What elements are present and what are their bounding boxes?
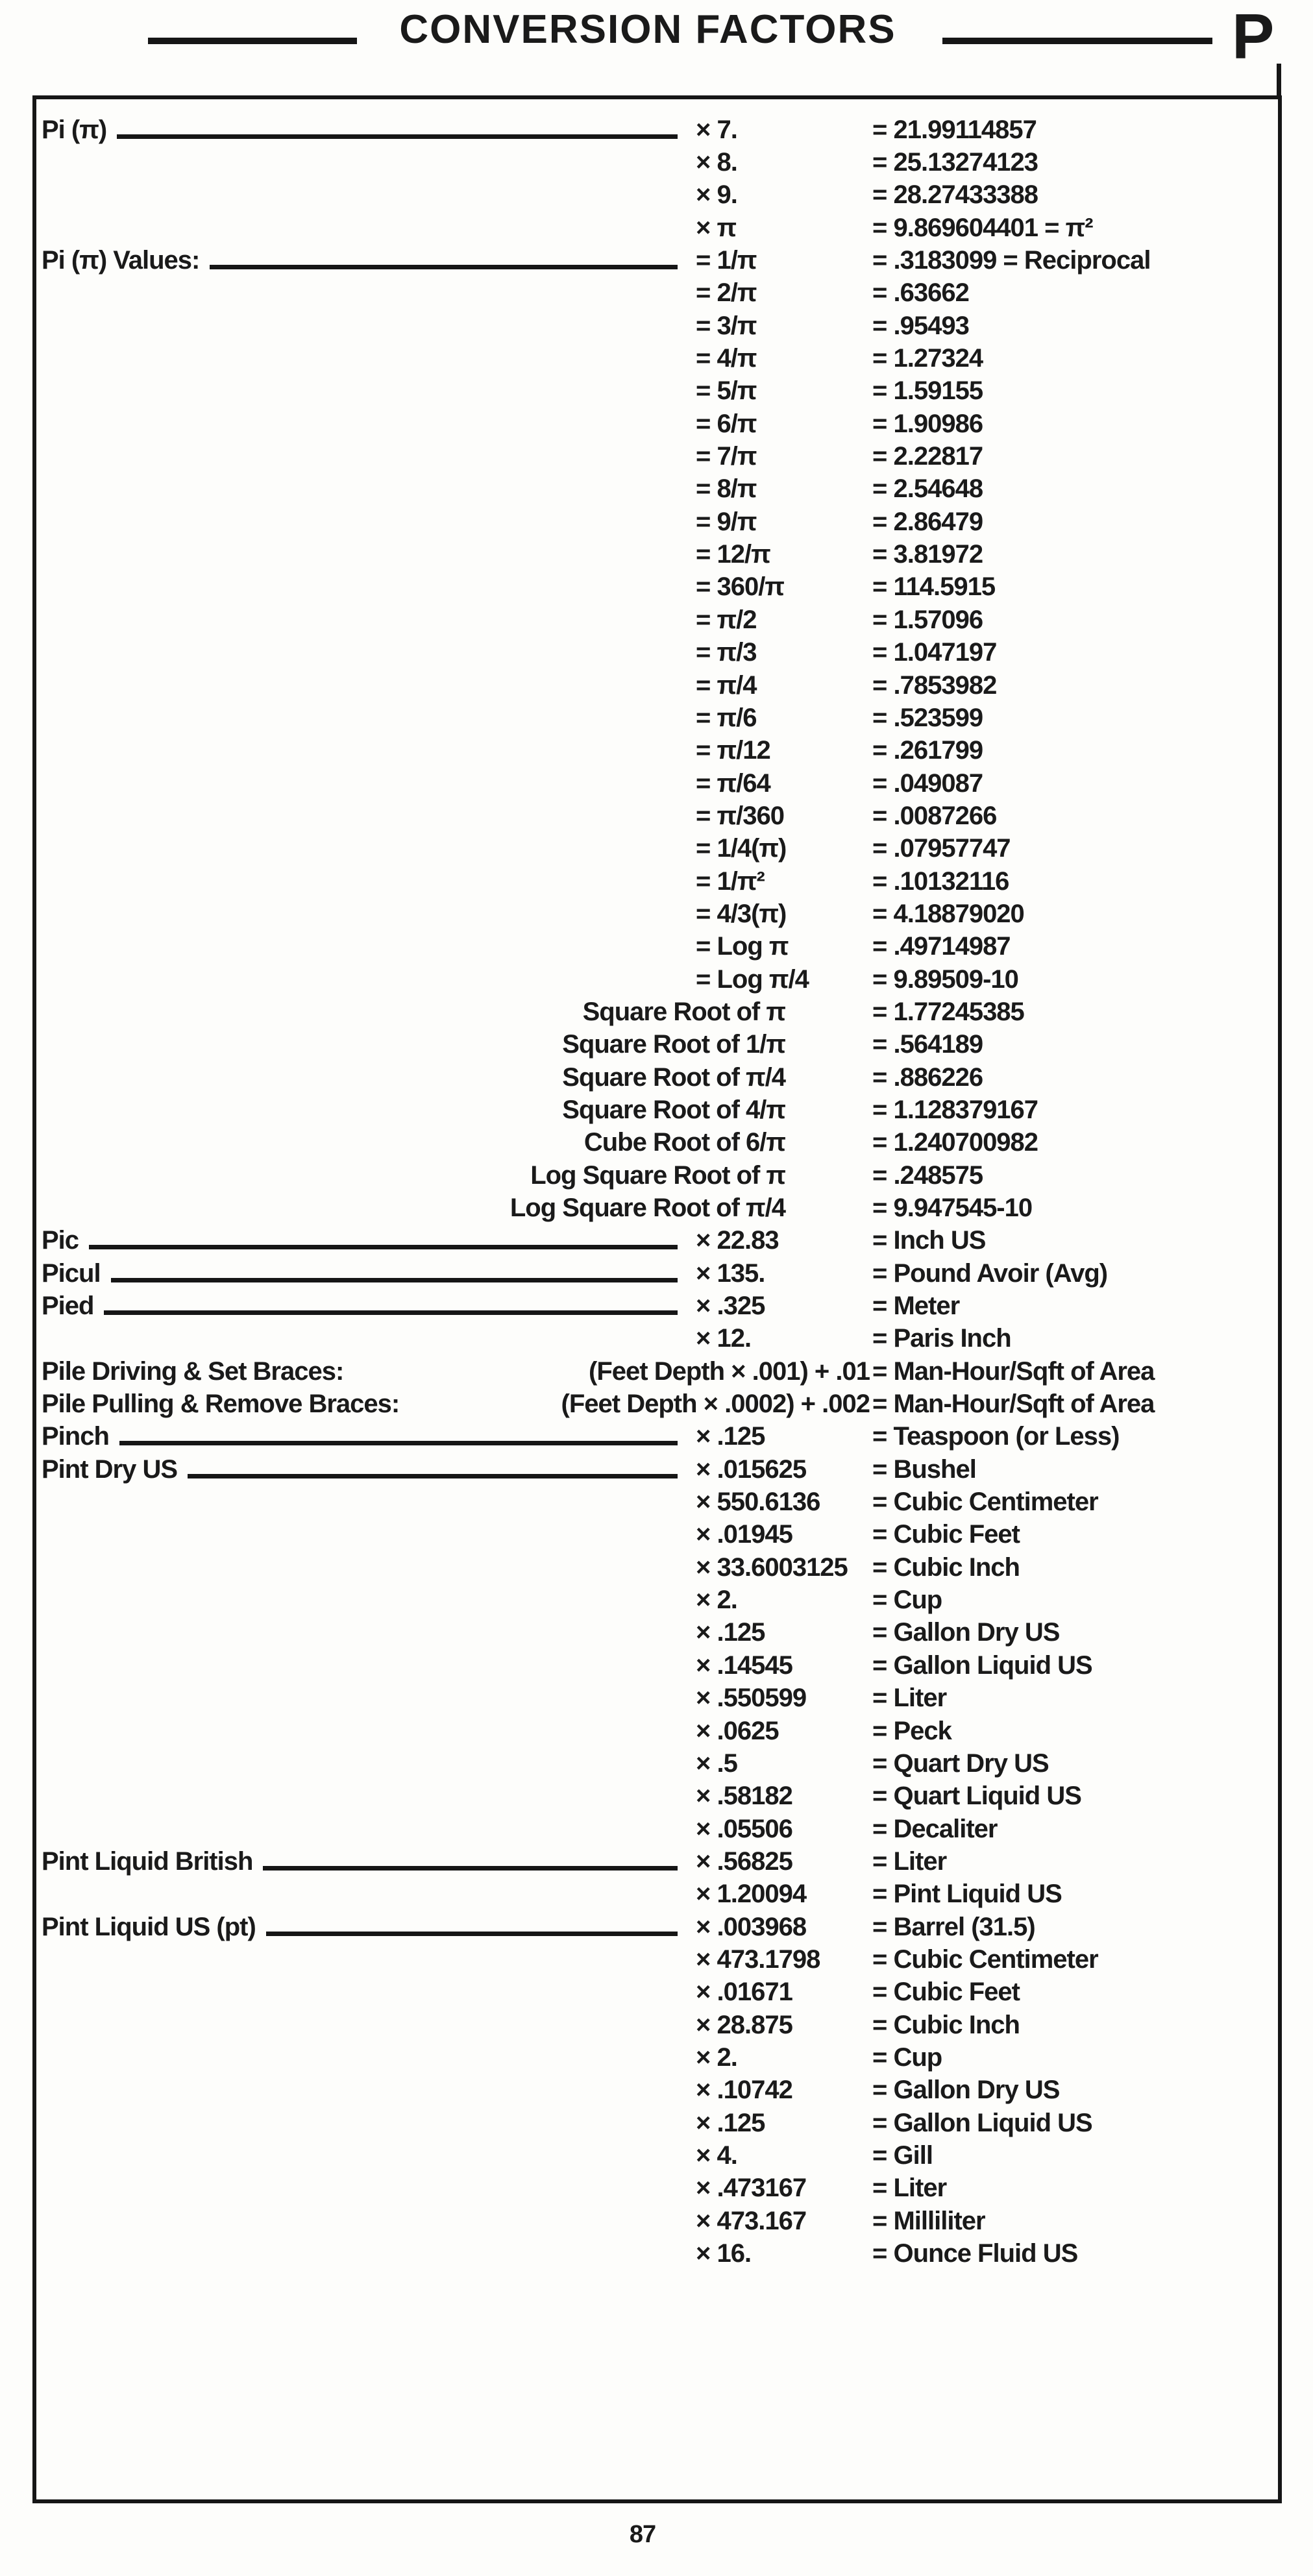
row-label: Pi (π) Values: — [42, 246, 200, 275]
result-value: = Inch US — [872, 1226, 986, 1255]
result-value: = 1.57096 — [872, 605, 983, 634]
multiplier: × .5 — [696, 1748, 737, 1778]
conversion-row — [42, 1323, 1278, 1355]
multiplier: × 473.167 — [696, 2206, 807, 2235]
multiplier: × .125 — [696, 1618, 765, 1647]
multiplier: × 550.6136 — [696, 1488, 820, 1517]
multiplier: × 473.1798 — [696, 1944, 820, 1974]
result-value: = 1.240700982 — [872, 1128, 1038, 1157]
result-value: = 1.90986 — [872, 409, 983, 438]
result-value: = Gallon Liquid US — [872, 1650, 1092, 1680]
conversion-row — [42, 2041, 1278, 2074]
result-value: = Pound Avoir (Avg) — [872, 1258, 1108, 1288]
table-border-box — [32, 95, 1282, 2503]
result-value: = 114.5915 — [872, 572, 996, 602]
multiplier: = 3/π — [696, 311, 757, 340]
result-value: = Gallon Dry US — [872, 2076, 1060, 2105]
result-value: = 25.13274123 — [872, 148, 1038, 177]
leader-line — [89, 1245, 678, 1249]
expression: (Feet Depth × .001) + .01 — [589, 1356, 870, 1386]
multiplier: × .015625 — [696, 1454, 807, 1484]
result-value: = Gill — [872, 2141, 933, 2170]
result-value: = .049087 — [872, 768, 983, 798]
conversion-row — [42, 114, 1278, 146]
multiplier: × π — [696, 213, 737, 242]
conversion-row — [42, 735, 1278, 767]
result-value: = Man-Hour/Sqft of Area — [872, 1356, 1155, 1386]
row-label: Pi (π) — [42, 115, 107, 144]
multiplier: × 33.6003125 — [696, 1552, 848, 1582]
multiplier: = 7/π — [696, 442, 757, 471]
result-value: = 2.86479 — [872, 507, 983, 536]
conversion-row — [42, 1911, 1278, 1943]
conversion-row — [42, 1519, 1278, 1551]
multiplier: = 6/π — [696, 409, 757, 438]
conversion-row — [42, 637, 1278, 669]
multiplier: = π/3 — [696, 638, 757, 667]
page-number: 87 — [629, 2521, 656, 2548]
label-cell — [42, 1847, 681, 1876]
multiplier: × .0625 — [696, 1716, 779, 1745]
conversion-row — [42, 865, 1278, 898]
conversion-row — [42, 1976, 1278, 2009]
expression-cell — [42, 1390, 872, 1419]
conversion-row — [42, 1421, 1278, 1453]
multiplier: = Log π — [696, 932, 789, 961]
page-title: CONVERSION FACTORS — [399, 7, 896, 52]
conversion-row — [42, 1682, 1278, 1715]
result-value: = Meter — [872, 1292, 960, 1321]
conversion-row — [42, 179, 1278, 212]
multiplier: = 360/π — [696, 572, 784, 602]
result-value: = 9.869604401 = π² — [872, 213, 1093, 242]
result-value: = .248575 — [872, 1160, 983, 1190]
multiplier: = 12/π — [696, 540, 770, 569]
result-value: = Barrel (31.5) — [872, 1912, 1035, 1941]
row-label: Picul — [42, 1258, 101, 1288]
conversion-row — [42, 604, 1278, 636]
multiplier: × .05506 — [696, 1814, 792, 1843]
conversion-row — [42, 571, 1278, 604]
conversion-row — [42, 1159, 1278, 1192]
multiplier: × .01945 — [696, 1520, 792, 1549]
conversion-row — [42, 1878, 1278, 1911]
result-value: = Cup — [872, 2042, 942, 2072]
conversion-row — [42, 408, 1278, 440]
multiplier: × 135. — [696, 1258, 765, 1288]
result-value: = .523599 — [872, 703, 983, 732]
result-value: = .95493 — [872, 311, 969, 340]
result-value: = 1.047197 — [872, 638, 997, 667]
result-value: = Milliliter — [872, 2206, 985, 2235]
leader-line — [119, 1441, 678, 1445]
conversion-row — [42, 2107, 1278, 2139]
conversion-row — [42, 1290, 1278, 1322]
multiplier: = 1/π — [696, 246, 757, 275]
result-value: = 9.89509-10 — [872, 964, 1018, 994]
multiplier: × 8. — [696, 148, 737, 177]
conversion-row — [42, 212, 1278, 244]
result-value: = .63662 — [872, 278, 969, 308]
label-cell — [42, 1259, 681, 1288]
multiplier: × 1.20094 — [696, 1880, 807, 1909]
row-label-right: Log Square Root of π/4 — [509, 1194, 785, 1223]
result-value: = Quart Liquid US — [872, 1782, 1081, 1811]
multiplier: × 9. — [696, 180, 737, 210]
result-value: = Decaliter — [872, 1814, 998, 1843]
label-cell — [42, 1913, 681, 1942]
conversion-table — [36, 99, 1278, 2270]
result-value: = Cubic Inch — [872, 2010, 1020, 2039]
label-cell — [42, 246, 681, 275]
conversion-row — [42, 800, 1278, 832]
conversion-row — [42, 669, 1278, 702]
conversion-row — [42, 1225, 1278, 1257]
result-value: = Peck — [872, 1716, 951, 1745]
result-value: = 9.947545-10 — [872, 1194, 1033, 1223]
result-value: = 1.77245385 — [872, 997, 1024, 1026]
multiplier: × .14545 — [696, 1650, 792, 1680]
conversion-row — [42, 2237, 1278, 2270]
conversion-row — [42, 146, 1278, 178]
leader-line — [117, 134, 678, 139]
row-label: Pied — [42, 1292, 94, 1321]
multiplier: = π/12 — [696, 736, 770, 765]
result-value: = Cup — [872, 1586, 942, 1615]
multiplier: = π/6 — [696, 703, 757, 732]
conversion-row — [42, 1453, 1278, 1486]
multiplier: × .325 — [696, 1292, 765, 1321]
multiplier: × .10742 — [696, 2076, 792, 2105]
multiplier: × 2. — [696, 2042, 737, 2072]
result-value: = Gallon Dry US — [872, 1618, 1060, 1647]
multiplier: = π/64 — [696, 768, 770, 798]
conversion-row — [42, 996, 1278, 1028]
conversion-row — [42, 473, 1278, 506]
label-cell — [42, 1226, 681, 1255]
result-value: = Liter — [872, 2174, 947, 2203]
multiplier: × 2. — [696, 1586, 737, 1615]
multiplier: = 9/π — [696, 507, 757, 536]
multiplier: = 8/π — [696, 474, 757, 504]
conversion-row — [42, 2009, 1278, 2041]
conversion-row — [42, 1551, 1278, 1584]
multiplier: × .01671 — [696, 1978, 792, 2007]
result-value: = .07957747 — [872, 834, 1011, 863]
multiplier: = 1/π² — [696, 866, 765, 896]
result-value: = 28.27433388 — [872, 180, 1038, 210]
multiplier: × .56825 — [696, 1846, 792, 1876]
conversion-row — [42, 310, 1278, 342]
result-value: = .0087266 — [872, 801, 997, 830]
conversion-row — [42, 1192, 1278, 1224]
multiplier: = 5/π — [696, 376, 757, 406]
result-value: = 4.18879020 — [872, 899, 1024, 928]
conversion-row — [42, 1780, 1278, 1813]
result-value: = .49714987 — [872, 932, 1011, 961]
conversion-row — [42, 506, 1278, 538]
result-value: = Teaspoon (or Less) — [872, 1422, 1120, 1451]
row-label: Pile Pulling & Remove Braces: — [42, 1390, 400, 1419]
multiplier: × 7. — [696, 115, 737, 144]
conversion-row — [42, 702, 1278, 734]
row-label: Pint Liquid US (pt) — [42, 1912, 256, 1941]
result-value: = .3183099 = Reciprocal — [872, 246, 1151, 275]
result-value: = 21.99114857 — [872, 115, 1037, 144]
conversion-row — [42, 342, 1278, 374]
conversion-row — [42, 244, 1278, 276]
multiplier: × .003968 — [696, 1912, 807, 1941]
multiplier: = π/360 — [696, 801, 784, 830]
row-label-right: Log Square Root of π — [530, 1160, 785, 1190]
multiplier: × .550599 — [696, 1684, 807, 1713]
row-label-right: Cube Root of 6/π — [583, 1128, 785, 1157]
result-value: = Liter — [872, 1846, 947, 1876]
conversion-row — [42, 1094, 1278, 1126]
result-value: = 2.22817 — [872, 442, 983, 471]
label-cell — [42, 1422, 681, 1451]
multiplier: × 28.875 — [696, 2010, 792, 2039]
conversion-row — [42, 1943, 1278, 1976]
expression-cell — [42, 1357, 872, 1386]
conversion-row — [42, 538, 1278, 570]
conversion-row — [42, 1355, 1278, 1388]
conversion-row — [42, 2139, 1278, 2172]
conversion-row — [42, 898, 1278, 930]
conversion-row — [42, 1029, 1278, 1061]
multiplier: × 16. — [696, 2239, 752, 2268]
conversion-row — [42, 1747, 1278, 1780]
row-label-right: Square Root of π/4 — [562, 1062, 785, 1092]
multiplier: = 4/π — [696, 344, 757, 373]
row-label: Pint Liquid British — [42, 1846, 253, 1876]
title-rule-right — [942, 38, 1212, 44]
row-label: Pint Dry US — [42, 1454, 178, 1484]
row-label-right: Square Root of 4/π — [562, 1095, 785, 1124]
multiplier: × .125 — [696, 1422, 765, 1451]
conversion-row — [42, 1061, 1278, 1094]
multiplier: = 1/4(π) — [696, 834, 787, 863]
multiplier: = π/2 — [696, 605, 757, 634]
title-rule-left — [148, 38, 357, 44]
result-value: = Bushel — [872, 1454, 976, 1484]
label-cell — [42, 1455, 681, 1484]
result-value: = Cubic Inch — [872, 1552, 1020, 1582]
result-value: = .7853982 — [872, 670, 997, 700]
conversion-row — [42, 1257, 1278, 1290]
leader-line — [263, 1866, 678, 1871]
conversion-row — [42, 375, 1278, 408]
multiplier: = 2/π — [696, 278, 757, 308]
result-value: = Cubic Centimeter — [872, 1944, 1098, 1974]
result-value: = .261799 — [872, 736, 983, 765]
label-cell — [42, 116, 681, 145]
multiplier: × .125 — [696, 2108, 765, 2137]
page-tab-letter: P — [1232, 1, 1275, 72]
row-label-right: Square Root of π — [582, 997, 785, 1026]
label-cell — [42, 1292, 681, 1321]
result-value: = Gallon Liquid US — [872, 2108, 1092, 2137]
conversion-row — [42, 1845, 1278, 1878]
leader-line — [188, 1474, 678, 1478]
row-label: Pinch — [42, 1422, 109, 1451]
row-label: Pile Driving & Set Braces: — [42, 1356, 344, 1386]
conversion-row — [42, 1584, 1278, 1616]
multiplier: = 4/3(π) — [696, 899, 787, 928]
result-value: = Cubic Feet — [872, 1978, 1020, 2007]
row-label-right: Square Root of 1/π — [562, 1030, 785, 1059]
result-value: = 3.81972 — [872, 540, 983, 569]
result-value: = Liter — [872, 1684, 947, 1713]
multiplier: × .473167 — [696, 2174, 807, 2203]
leader-line — [266, 1932, 678, 1936]
multiplier: × 12. — [696, 1324, 752, 1353]
leader-line — [111, 1278, 678, 1282]
leader-line — [104, 1310, 678, 1315]
conversion-row — [42, 1617, 1278, 1649]
conversion-row — [42, 440, 1278, 472]
result-value: = Quart Dry US — [872, 1748, 1049, 1778]
multiplier: = Log π/4 — [696, 964, 809, 994]
result-value: = .564189 — [872, 1030, 983, 1059]
conversion-row — [42, 2074, 1278, 2107]
row-label: Pic — [42, 1226, 79, 1255]
conversion-row — [42, 931, 1278, 963]
expression: (Feet Depth × .0002) + .002 — [561, 1390, 870, 1419]
result-value: = 1.59155 — [872, 376, 983, 406]
conversion-row — [42, 1649, 1278, 1682]
result-value: = Man-Hour/Sqft of Area — [872, 1390, 1155, 1419]
conversion-row — [42, 2172, 1278, 2205]
result-value: = .886226 — [872, 1062, 983, 1092]
multiplier: × .58182 — [696, 1782, 792, 1811]
result-value: = Cubic Feet — [872, 1520, 1020, 1549]
conversion-row — [42, 1715, 1278, 1747]
conversion-row — [42, 963, 1278, 996]
result-value: = .10132116 — [872, 866, 1009, 896]
conversion-row — [42, 1813, 1278, 1845]
result-value: = Paris Inch — [872, 1324, 1011, 1353]
result-value: = 1.27324 — [872, 344, 983, 373]
result-value: = Ounce Fluid US — [872, 2239, 1078, 2268]
conversion-row — [42, 833, 1278, 865]
conversion-row — [42, 1388, 1278, 1420]
conversion-row — [42, 1127, 1278, 1159]
multiplier: = π/4 — [696, 670, 757, 700]
conversion-row — [42, 2205, 1278, 2237]
multiplier: × 22.83 — [696, 1226, 779, 1255]
conversion-row — [42, 767, 1278, 800]
result-value: = Pint Liquid US — [872, 1880, 1062, 1909]
leader-line — [210, 265, 678, 269]
box-border-extension — [1277, 64, 1281, 99]
result-value: = Cubic Centimeter — [872, 1488, 1098, 1517]
multiplier: × 4. — [696, 2141, 737, 2170]
conversion-row — [42, 277, 1278, 310]
conversion-row — [42, 1486, 1278, 1518]
result-value: = 2.54648 — [872, 474, 983, 504]
result-value: = 1.128379167 — [872, 1095, 1038, 1124]
